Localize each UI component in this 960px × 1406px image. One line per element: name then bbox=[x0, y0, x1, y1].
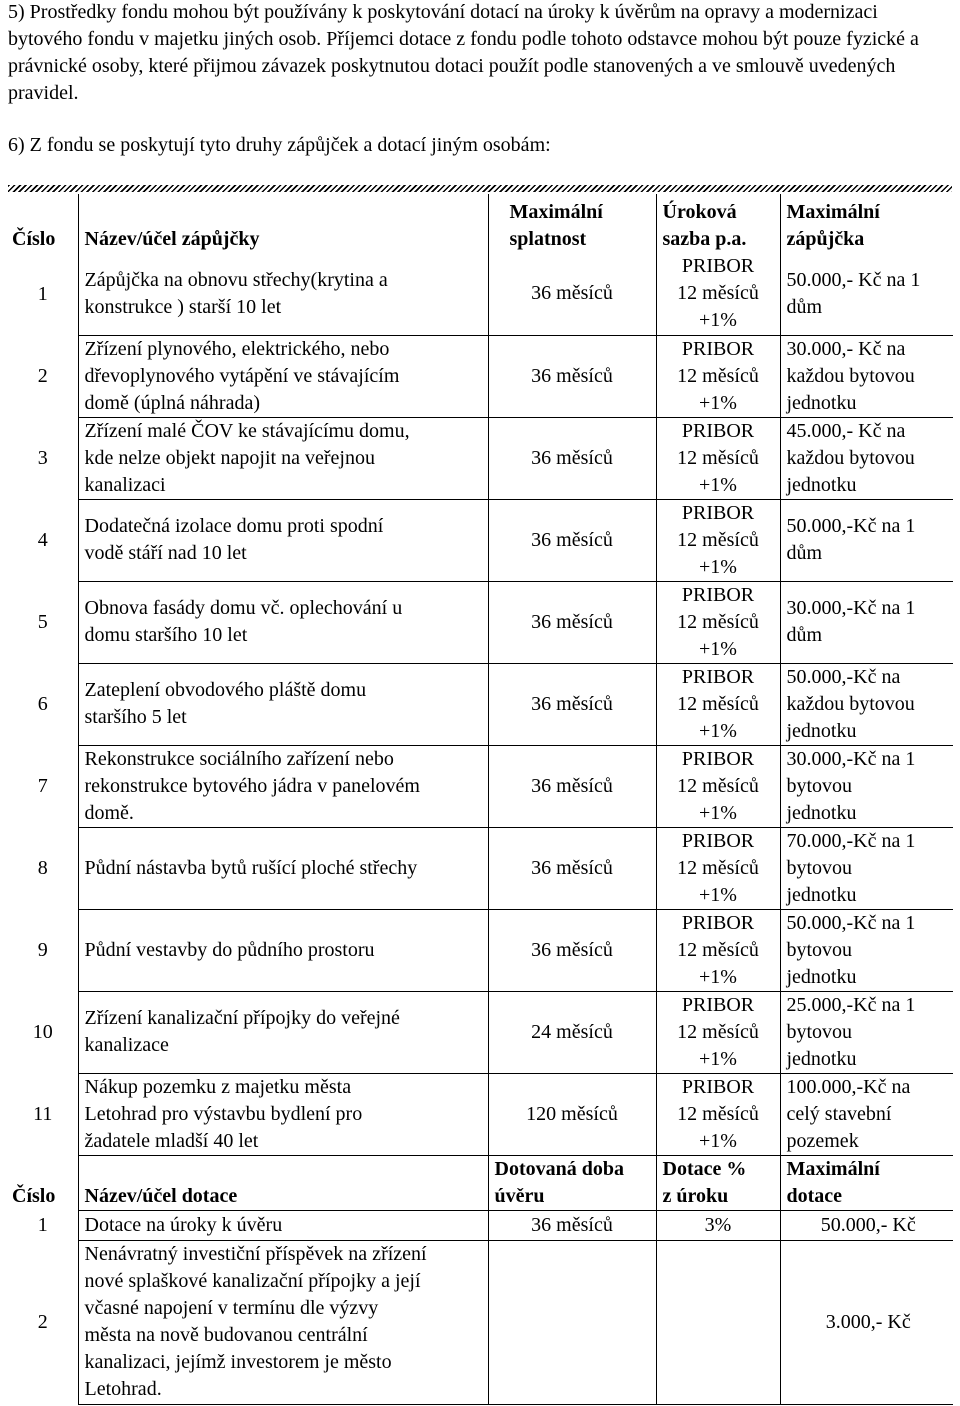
loan-rate bbox=[656, 745, 780, 827]
loan-name bbox=[78, 909, 488, 991]
loan-max-line: dům bbox=[786, 624, 823, 646]
loan-max-line: 25.000,-Kč na 1 bbox=[786, 993, 916, 1016]
header-grant-name: Název/účel dotace bbox=[78, 1155, 488, 1210]
loan-max-line: každou bytovou bbox=[786, 364, 915, 387]
header-maturity-line: splatnost bbox=[509, 228, 587, 250]
grant-period: 36 měsíců bbox=[488, 1210, 656, 1240]
loan-rate-line: 12 měsíců bbox=[677, 446, 759, 469]
loan-rate-line: 12 měsíců bbox=[677, 364, 759, 387]
loan-number: 5 bbox=[37, 610, 48, 633]
loan-maturity: 36 měsíců bbox=[488, 827, 656, 909]
loan-row bbox=[8, 827, 953, 909]
loan-max-line: 45.000,- Kč na bbox=[786, 419, 906, 442]
loan-name-line: Zápůjčka na obnovu střechy(krytina a bbox=[84, 268, 388, 291]
grant-row bbox=[8, 1240, 953, 1404]
loan-max bbox=[780, 335, 953, 417]
loan-max-line: jednotku bbox=[786, 965, 857, 988]
header-rate bbox=[656, 194, 780, 253]
loan-max-line: pozemek bbox=[786, 1129, 859, 1152]
hatched-rule bbox=[8, 185, 952, 192]
loan-rate-line: PRIBOR bbox=[681, 747, 755, 770]
loan-rate bbox=[656, 1073, 780, 1155]
loan-rate bbox=[656, 663, 780, 745]
loan-maturity: 36 měsíců bbox=[488, 417, 656, 499]
loan-rate-line: +1% bbox=[699, 1129, 737, 1152]
loan-number: 9 bbox=[37, 938, 48, 961]
loan-rate-line: PRIBOR bbox=[681, 337, 755, 360]
loan-name bbox=[78, 335, 488, 417]
loan-rate-line: 12 měsíců bbox=[677, 610, 759, 633]
loan-name-line: Rekonstrukce sociálního zařízení nebo bbox=[84, 747, 394, 770]
loan-rate-line: PRIBOR bbox=[681, 829, 755, 852]
loan-name-line: vodě stáří nad 10 let bbox=[84, 542, 247, 564]
header-percent-line: z úroku bbox=[662, 1184, 729, 1207]
grant-max: 3.000,- Kč bbox=[780, 1240, 953, 1404]
loan-name bbox=[78, 417, 488, 499]
loan-name bbox=[78, 991, 488, 1073]
loan-name-line: Půdní vestavby do půdního prostoru bbox=[84, 938, 375, 961]
loan-max-line: každou bytovou bbox=[786, 692, 915, 715]
grant-number: 1 bbox=[37, 1213, 48, 1236]
loan-maturity: 36 měsíců bbox=[488, 253, 656, 335]
loan-name-line: Letohrad pro výstavbu bydlení pro bbox=[84, 1102, 363, 1125]
loan-number: 6 bbox=[37, 692, 48, 715]
loan-name-line: kanalizace bbox=[84, 1034, 169, 1056]
loan-max-line: 50.000,- Kč na 1 bbox=[786, 268, 921, 291]
loan-rate bbox=[656, 335, 780, 417]
grant-name bbox=[78, 1210, 488, 1240]
loan-max bbox=[780, 581, 953, 663]
loan-name-line: Zřízení malé ČOV ke stávajícímu domu, bbox=[84, 419, 410, 442]
loan-name bbox=[78, 253, 488, 335]
loan-rate-line: +1% bbox=[699, 473, 737, 496]
loan-rate-line: 12 měsíců bbox=[677, 692, 759, 715]
grant-number: 2 bbox=[37, 1310, 48, 1333]
loan-row bbox=[8, 745, 953, 827]
loan-rate-line: +1% bbox=[699, 309, 737, 332]
loan-maturity: 36 měsíců bbox=[488, 499, 656, 581]
loan-number: 1 bbox=[37, 282, 48, 305]
grant-percent bbox=[656, 1240, 780, 1404]
loan-name bbox=[78, 663, 488, 745]
loan-rate-line: 12 měsíců bbox=[677, 1102, 759, 1125]
loan-max-line: 100.000,-Kč na bbox=[786, 1075, 911, 1098]
loan-rate-line: 12 měsíců bbox=[677, 774, 759, 797]
loan-rate-line: +1% bbox=[699, 391, 737, 414]
loan-name-line: rekonstrukce bytového jádra v panelovém bbox=[84, 774, 420, 797]
loan-max-line: 50.000,-Kč na bbox=[786, 665, 901, 688]
loan-name-line: kde nelze objekt napojit na veřejnou bbox=[84, 446, 375, 469]
loan-row bbox=[8, 991, 953, 1073]
loan-rate-line: PRIBOR bbox=[681, 665, 755, 688]
loan-name-line: Zřízení kanalizační přípojky do veřejné bbox=[84, 1007, 400, 1029]
loan-max-line: bytovou bbox=[786, 938, 853, 961]
loan-rate-line: +1% bbox=[699, 801, 737, 824]
loan-name-line: Dodatečná izolace domu proti spodní bbox=[84, 515, 384, 537]
loan-rate bbox=[656, 253, 780, 335]
loan-maturity: 36 měsíců bbox=[488, 745, 656, 827]
loan-max-line: jednotku bbox=[786, 391, 857, 414]
loan-name-line: domu staršího 10 let bbox=[84, 624, 248, 646]
loan-row bbox=[8, 1073, 953, 1155]
loan-maturity: 36 měsíců bbox=[488, 335, 656, 417]
loan-rate-line: 12 měsíců bbox=[677, 938, 759, 961]
loan-name-line: Půdní nástavba bytů rušící ploché střechy bbox=[84, 856, 418, 879]
loan-max-line: jednotku bbox=[786, 719, 857, 742]
section-heading: 6) Z fondu se poskytují tyto druhy zápůjček a dotací jiným osobám: bbox=[8, 134, 551, 156]
loan-row bbox=[8, 335, 953, 417]
grant-name-line: Letohrad. bbox=[84, 1378, 162, 1400]
loan-rate-line: 12 měsíců bbox=[677, 528, 759, 551]
loan-max-line: 70.000,-Kč na 1 bbox=[786, 829, 916, 852]
header-percent-line: Dotace % bbox=[662, 1157, 747, 1180]
loan-name-line: domě (úplná náhrada) bbox=[84, 391, 260, 414]
header-max-grant bbox=[780, 1155, 953, 1210]
loan-row bbox=[8, 909, 953, 991]
intro-paragraph: 5) Prostředky fondu mohou být používány k poskytování dotací na úroky k úvěrům na opravy a modernizaci bytového fondu v majetku jiných osob. Příjemci dotace z fondu podle tohoto odstavce mohou být pouze fyzické a právnické osoby, které přijmou závazek poskytnutou dotaci použít podle stanovených a ve smlouvě uvedených pravidel. bbox=[8, 1, 919, 104]
loan-name-line: staršího 5 let bbox=[84, 706, 187, 728]
loan-number: 2 bbox=[37, 364, 48, 387]
loan-number: 11 bbox=[33, 1102, 53, 1125]
loan-max-line: dům bbox=[786, 542, 823, 564]
header-period bbox=[488, 1155, 656, 1210]
grant-name-line: Nenávratný investiční příspěvek na zřízení bbox=[84, 1243, 427, 1265]
loan-rate-line: 12 měsíců bbox=[677, 282, 759, 305]
loan-rate bbox=[656, 581, 780, 663]
loan-max bbox=[780, 909, 953, 991]
loan-rate-line: +1% bbox=[699, 965, 737, 988]
header-maturity bbox=[488, 194, 656, 253]
loan-row bbox=[8, 253, 953, 335]
loan-max-line: bytovou bbox=[786, 1020, 853, 1043]
loan-rate-line: PRIBOR bbox=[681, 911, 755, 934]
loan-rate bbox=[656, 909, 780, 991]
grant-name-line: včasné napojení v termínu dle výzvy bbox=[84, 1297, 379, 1319]
loan-rate-line: +1% bbox=[699, 883, 737, 906]
loan-rate-line: +1% bbox=[699, 555, 737, 578]
loan-max-line: dům bbox=[786, 295, 823, 318]
loan-max-line: jednotku bbox=[786, 883, 857, 906]
header-period-line: úvěru bbox=[494, 1184, 545, 1207]
loan-max-line: jednotku bbox=[786, 1047, 857, 1070]
loan-max bbox=[780, 253, 953, 335]
loan-name-line: Obnova fasády domu vč. oplechování u bbox=[84, 597, 403, 619]
loan-name-line: Zateplení obvodového pláště domu bbox=[84, 679, 367, 701]
grant-name-line: Dotace na úroky k úvěru bbox=[84, 1213, 283, 1236]
loan-max-line: 30.000,- Kč na bbox=[786, 337, 906, 360]
loan-rate-line: +1% bbox=[699, 719, 737, 742]
loan-row bbox=[8, 581, 953, 663]
loan-row bbox=[8, 499, 953, 581]
loan-number: 8 bbox=[37, 856, 48, 879]
loan-name-line: dřevoplynového vytápění ve stávajícím bbox=[84, 364, 400, 387]
loan-rate-line: PRIBOR bbox=[681, 255, 755, 278]
loan-max bbox=[780, 827, 953, 909]
loan-name-line: konstrukce ) starší 10 let bbox=[84, 295, 282, 318]
header-name: Název/účel zápůjčky bbox=[78, 194, 488, 253]
loan-rate-line: PRIBOR bbox=[681, 583, 755, 606]
loan-number: 4 bbox=[37, 528, 48, 551]
grant-name-line: města na nově budovanou centrální bbox=[84, 1324, 368, 1346]
loan-max bbox=[780, 991, 953, 1073]
loans-and-grants-table bbox=[8, 194, 953, 1405]
header-max-grant-line: dotace bbox=[786, 1184, 843, 1207]
loan-rate-line: +1% bbox=[699, 1047, 737, 1070]
loan-rate-line: PRIBOR bbox=[681, 993, 755, 1016]
loan-rate bbox=[656, 991, 780, 1073]
loan-rate-line: 12 měsíců bbox=[677, 856, 759, 879]
grant-name-line: kanalizaci, jejímž investorem je město bbox=[84, 1351, 392, 1373]
loan-max-line: 50.000,-Kč na 1 bbox=[786, 911, 916, 934]
header-period-line: Dotovaná doba bbox=[494, 1157, 624, 1180]
loan-name bbox=[78, 745, 488, 827]
loan-name-line: kanalizaci bbox=[84, 473, 166, 496]
loan-row bbox=[8, 417, 953, 499]
loan-name bbox=[78, 499, 488, 581]
loan-rate bbox=[656, 417, 780, 499]
loan-max-line: 30.000,-Kč na 1 bbox=[786, 747, 916, 770]
loan-max-line: každou bytovou bbox=[786, 446, 915, 469]
loan-max bbox=[780, 1073, 953, 1155]
loan-rate-line: PRIBOR bbox=[681, 501, 755, 524]
header-maturity-line: Maximální bbox=[509, 201, 603, 223]
loan-rate bbox=[656, 827, 780, 909]
loan-name bbox=[78, 827, 488, 909]
header-rate-line: sazba p.a. bbox=[662, 228, 747, 250]
grant-period bbox=[488, 1240, 656, 1404]
header-max-loan-line: zápůjčka bbox=[786, 228, 865, 250]
loan-name-line: Nákup pozemku z majetku města bbox=[84, 1075, 352, 1098]
header-max-loan bbox=[780, 194, 953, 253]
header-max-grant-line: Maximální bbox=[786, 1157, 880, 1180]
header-rate-line: Úroková bbox=[662, 201, 737, 223]
loan-name bbox=[78, 1073, 488, 1155]
loan-rate bbox=[656, 499, 780, 581]
loan-rate-line: PRIBOR bbox=[681, 1075, 755, 1098]
loan-rate-line: PRIBOR bbox=[681, 419, 755, 442]
loan-maturity: 36 měsíců bbox=[488, 909, 656, 991]
loan-maturity: 120 měsíců bbox=[488, 1073, 656, 1155]
loan-header-row bbox=[8, 194, 953, 253]
header-number: Číslo bbox=[12, 228, 56, 250]
loan-max-line: jednotku bbox=[786, 473, 857, 496]
loan-max bbox=[780, 663, 953, 745]
loan-max bbox=[780, 417, 953, 499]
loan-max-line: 50.000,-Kč na 1 bbox=[786, 515, 916, 537]
header-max-loan-line: Maximální bbox=[786, 201, 880, 223]
grant-row bbox=[8, 1210, 953, 1240]
loan-name-line: žadatele mladší 40 let bbox=[84, 1129, 259, 1152]
header-number: Číslo bbox=[12, 1185, 56, 1207]
loan-number: 10 bbox=[32, 1020, 53, 1043]
loan-max-line: bytovou bbox=[786, 774, 853, 797]
grant-percent: 3% bbox=[656, 1210, 780, 1240]
grant-header-row bbox=[8, 1155, 953, 1210]
header-percent bbox=[656, 1155, 780, 1210]
loan-max bbox=[780, 745, 953, 827]
loan-max-line: bytovou bbox=[786, 856, 853, 879]
grant-max: 50.000,- Kč bbox=[780, 1210, 953, 1240]
loan-rate-line: +1% bbox=[699, 637, 737, 660]
loan-name-line: domě. bbox=[84, 801, 134, 824]
loan-rate-line: 12 měsíců bbox=[677, 1020, 759, 1043]
loan-maturity: 36 měsíců bbox=[488, 581, 656, 663]
loan-number: 3 bbox=[37, 446, 48, 469]
loan-max bbox=[780, 499, 953, 581]
loan-number: 7 bbox=[37, 774, 48, 797]
loan-max-line: 30.000,-Kč na 1 bbox=[786, 597, 916, 619]
grant-name-line: nové splaškové kanalizační přípojky a její bbox=[84, 1270, 421, 1292]
loan-row bbox=[8, 663, 953, 745]
loan-max-line: celý stavební bbox=[786, 1102, 892, 1125]
grant-name bbox=[78, 1240, 488, 1404]
loan-name bbox=[78, 581, 488, 663]
loan-maturity: 24 měsíců bbox=[488, 991, 656, 1073]
loan-name-line: Zřízení plynového, elektrického, nebo bbox=[84, 337, 390, 360]
loan-maturity: 36 měsíců bbox=[488, 663, 656, 745]
loan-max-line: jednotku bbox=[786, 801, 857, 824]
